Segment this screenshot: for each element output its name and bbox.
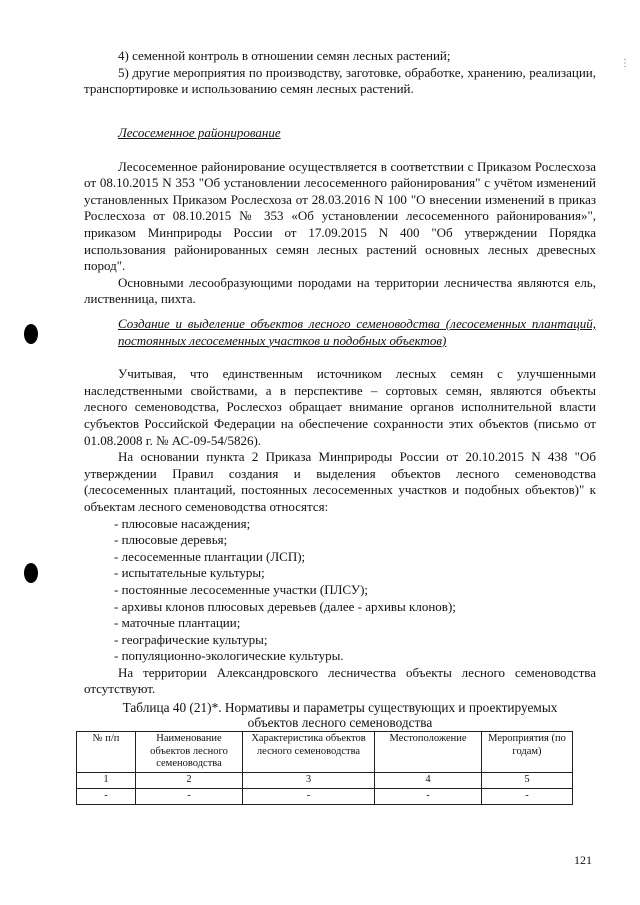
section-seed-objects — [84, 316, 596, 698]
list-item: - популяционно-экологические культуры. — [114, 648, 344, 664]
paragraph: Основными лесообразующими породами на территории лесничества являются ель, лиственница, пихта. — [84, 274, 596, 307]
list-item: - географические культуры; — [114, 631, 268, 647]
list-item: - постоянные лесосеменные участки (ПЛСУ); — [114, 581, 369, 597]
list-item-5: 5) другие мероприятия по производству, заготовке, обработке, хранению, реализации, транспортировке и использованию семян лесных растений. — [84, 64, 596, 97]
table-cell: - — [482, 788, 573, 804]
table-caption: Таблица 40 (21)*. Нормативы и параметры существующих и проектируемых объектов лесного семеноводства — [122, 700, 558, 730]
table-cell: 5 — [482, 772, 573, 788]
col-header-name: Наименование объектов лесного семеноводства — [136, 732, 243, 773]
table-cell: - — [136, 788, 243, 804]
page-number: 121 — [574, 853, 592, 867]
table-cell: 1 — [77, 772, 136, 788]
section-heading: Лесосеменное районирование — [118, 125, 281, 140]
list-item: - маточные плантации; — [114, 615, 241, 631]
scan-edge-mark: ⋮ — [620, 58, 630, 69]
paragraph: На основании пункта 2 Приказа Минприроды России от 20.10.2015 N 438 "Об утверждении Правил создания и выделения объектов лесного семеноводства (лесосеменных плантаций, постоянных лесосеменных участков и подобных объектов)" к объектам лесного семеноводства относятся: — [84, 449, 596, 514]
section-seed-zoning — [84, 125, 596, 308]
list-item: - плюсовые насаждения; — [114, 515, 251, 531]
list-item: - архивы клонов плюсовых деревьев (далее - архивы клонов); — [114, 598, 456, 614]
list-item: - плюсовые деревья; — [114, 532, 228, 548]
table-cell: 3 — [243, 772, 375, 788]
paragraph: На территории Александровского лесничества объекты лесного семеноводства отсутствуют. — [84, 664, 596, 697]
seed-objects-table — [76, 731, 573, 805]
table-numbering-row — [77, 772, 573, 788]
col-header-characteristics: Характеристика объектов лесного семеноводства — [243, 732, 375, 773]
table-cell: - — [77, 788, 136, 804]
list-item-4: 4) семенной контроль в отношении семян лесных растений; — [118, 48, 451, 63]
list-item: - лесосеменные плантации (ЛСП); — [114, 548, 306, 564]
table-row — [77, 788, 573, 804]
seed-objects-list — [84, 516, 596, 665]
table-cell: - — [375, 788, 482, 804]
table-cell: - — [243, 788, 375, 804]
binder-hole-bottom — [24, 563, 38, 583]
table-header-row — [77, 732, 573, 773]
table-cell: 4 — [375, 772, 482, 788]
top-list — [84, 48, 596, 98]
paragraph: Лесосеменное районирование осуществляется в соответствии с Приказом Рослесхоза от 08.10.2015 N 353 "Об установлении лесосеменного районирования" с учётом изменений установленных Приказом Рослесхоза от 28.03.2016 N 100 "О внесении изменений в приказ Рослесхоза от 08.10.2015 № 353 «Об установлении лесосеменного районирования»", приказом Минприроды России от 17.09.2015 N 400 "Об утверждении Порядка использования районированных семян лесных растений основных лесных древесных пород". — [84, 158, 596, 274]
list-item: - испытательные культуры; — [114, 565, 265, 581]
col-header-number: № п/п — [77, 732, 136, 773]
col-header-location: Местоположение — [375, 732, 482, 773]
section-heading: Создание и выделение объектов лесного семеноводства (лесосеменных плантаций, постоянных лесосеменных участков и подобных объектов) — [118, 316, 596, 348]
binder-hole-top — [24, 324, 38, 344]
paragraph: Учитывая, что единственным источником лесных семян с улучшенными наследственными свойствами, а в перспективе – сортовых семян, являются объекты лесного семеноводства, Рослесхоз обращает внимание органов исполнительной власти субъектов Российской Федерации на обеспечение сохранности этих объектов (письмо от 01.08.2008 г. № АС-09-54/5826). — [84, 366, 596, 448]
table-cell: 2 — [136, 772, 243, 788]
col-header-measures: Мероприятия (по годам) — [482, 732, 573, 773]
